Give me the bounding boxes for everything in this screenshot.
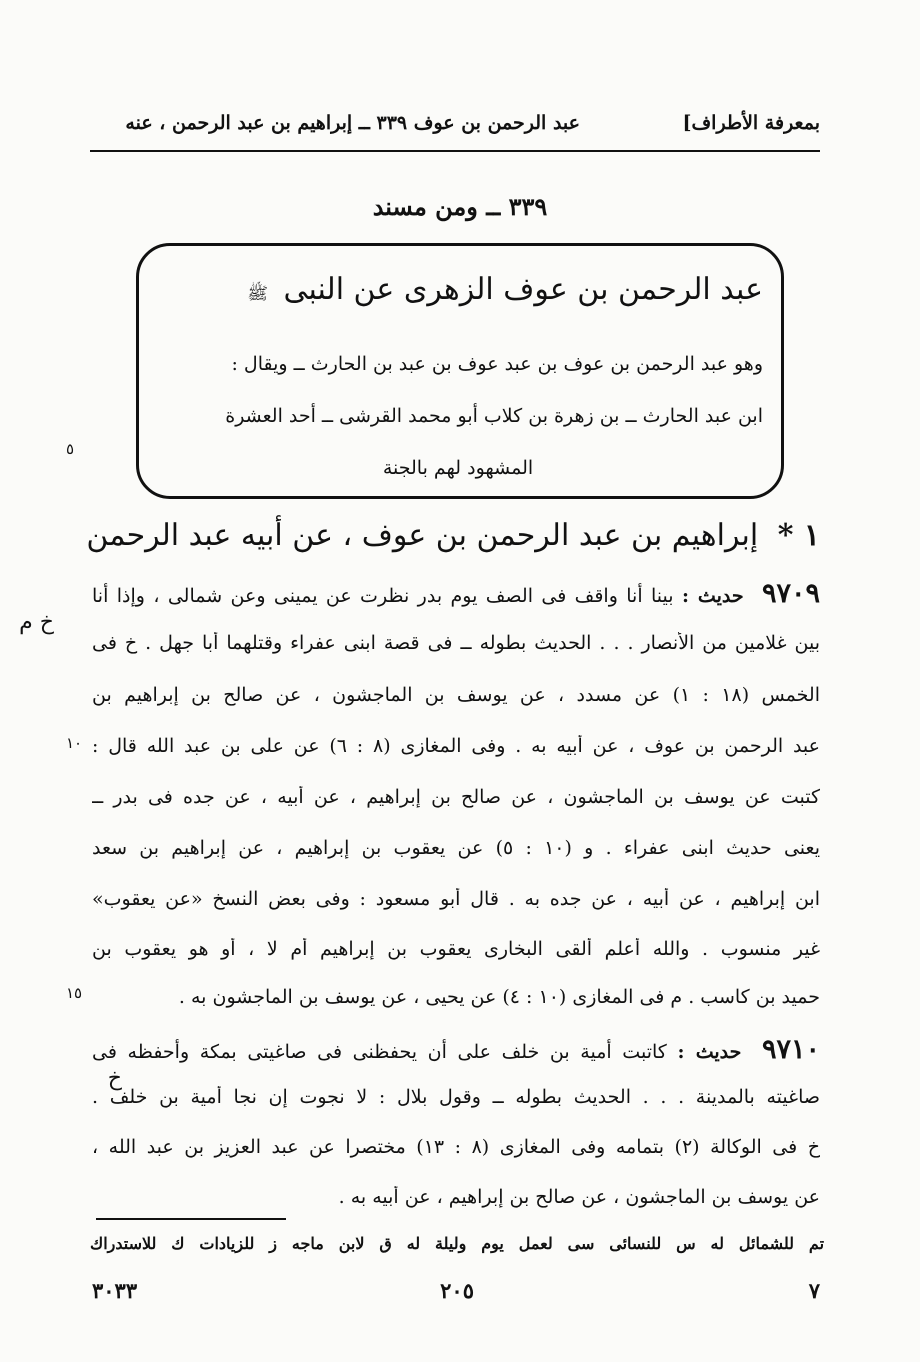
- header-center: عبد الرحمن بن عوف ٣٣٩ ــ إبراهيم بن عبد الرحمن ، عنه: [125, 112, 580, 134]
- hadith-number: ٩٧٠٩: [761, 578, 820, 609]
- hadith-line: غير منسوب . والله أعلم ألقى البخارى يعقوب بن إبراهيم أم لا ، أو هو يعقوب بن: [92, 938, 820, 960]
- hadith-label: حديث :: [677, 1041, 742, 1063]
- hadith-text: كاتبت أمية بن خلف على أن يحفظنى فى صاغيتى بمكة وأحفظه فى: [92, 1041, 667, 1063]
- hadith-line: الخمس (١٨ : ١) عن مسدد ، عن يوسف بن الماجشون ، عن صالح بن إبراهيم بن: [92, 684, 820, 706]
- hadith-number: ٩٧١٠: [762, 1034, 820, 1065]
- abbrev-item: تم للشمائل له: [710, 1234, 825, 1253]
- hadith-line: عبد الرحمن بن عوف ، عن أبيه به . وفى المغازى (٨ : ٦) عن على بن عبد الله قال :: [92, 735, 820, 757]
- hadith-line: ابن إبراهيم ، عن أبيه ، عن جده به . قال أبو مسعود : وفى بعض النسخ «عن يعقوب»: [92, 888, 820, 910]
- running-header: [90, 104, 820, 144]
- source-tag: خ م: [19, 610, 54, 635]
- margin-line-number: ٥: [66, 440, 75, 458]
- hadith-line: صاغيته بالمدينة . . . الحديث بطوله ــ وقول بلال : لا نجوت إن نجا أمية بن خلف .: [92, 1086, 820, 1108]
- page-number-left: ٣٠٣٣: [92, 1278, 138, 1303]
- entry-title-text: إبراهيم بن عبد الرحمن بن عوف ، عن أبيه عبد الرحمن: [86, 518, 759, 553]
- header-right: بمعرفة الأطراف]: [682, 112, 820, 134]
- margin-line-number: ١٥: [66, 984, 83, 1002]
- entry-number: ١ *: [777, 518, 820, 553]
- bio-line: وهو عبد الرحمن بن عوف بن عبد عوف بن عبد بن الحارث ــ ويقال :: [231, 353, 763, 375]
- source-tag: خ: [107, 1066, 122, 1091]
- hadith-line: كتبت عن يوسف بن الماجشون ، عن صالح بن إبراهيم ، عن أبيه ، عن جده فى بدر ــ: [92, 786, 820, 808]
- abbrev-item: سى لعمل يوم وليلة له: [406, 1234, 595, 1253]
- section-title: ٣٣٩ ــ ومن مسند: [372, 192, 548, 221]
- page-number-center: ٢٠٥: [440, 1278, 474, 1303]
- abbreviation-key: [90, 1234, 824, 1253]
- hadith-line: حميد بن كاسب . م فى المغازى (١٠ : ٤) عن يحيى ، عن يوسف بن الماجشون به .: [178, 986, 820, 1008]
- abbrev-item: ق لابن ماجه: [291, 1234, 392, 1253]
- abbrev-item: ك للاستدراك: [90, 1234, 185, 1253]
- bio-body: [153, 338, 763, 494]
- hadith-text: بينا أنا واقف فى الصف يوم بدر نظرت عن يمينى وعن شمالى ، وإذا أنا: [92, 585, 674, 607]
- hadith-line: بين غلامين من الأنصار . . . الحديث بطوله ــ فى قصة ابنى عفراء وقتلهما أبا جهل . خ فى: [92, 632, 820, 654]
- page-number-right: ٧: [808, 1278, 820, 1303]
- bio-title-text: عبد الرحمن بن عوف الزهرى عن النبى: [283, 272, 763, 307]
- hadith-line: [92, 578, 820, 632]
- bio-box: [136, 243, 784, 499]
- hadith-line: يعنى حديث ابنى عفراء . و (١٠ : ٥) عن يعقوب بن إبراهيم ، عن إبراهيم بن سعد: [92, 837, 820, 859]
- bio-title: [149, 272, 763, 308]
- hadith-line: [92, 1034, 820, 1088]
- honorific-glyph: ﷺ: [247, 284, 268, 304]
- hadith-line: عن يوسف بن الماجشون ، عن صالح بن إبراهيم ، عن أبيه به .: [338, 1186, 820, 1208]
- bio-line: المشهود لهم بالجنة: [382, 457, 534, 479]
- hadith-line: خ فى الوكالة (٢) بتمامه وفى المغازى (٨ : ١٣) مختصرا عن عبد العزيز بن عبد الله ،: [92, 1136, 820, 1158]
- abbrev-item: ز للزيادات: [199, 1234, 277, 1253]
- bio-line: ابن عبد الحارث ــ بن زهرة بن كلاب أبو محمد القرشى ــ أحد العشرة: [225, 405, 763, 427]
- hadith-label: حديث :: [681, 585, 744, 607]
- entry-title: [86, 518, 820, 553]
- margin-line-number: ١٠: [66, 734, 83, 752]
- abbrev-item: س للنسائى: [609, 1234, 696, 1253]
- footnote-rule: [96, 1218, 286, 1220]
- header-rule: [90, 150, 820, 152]
